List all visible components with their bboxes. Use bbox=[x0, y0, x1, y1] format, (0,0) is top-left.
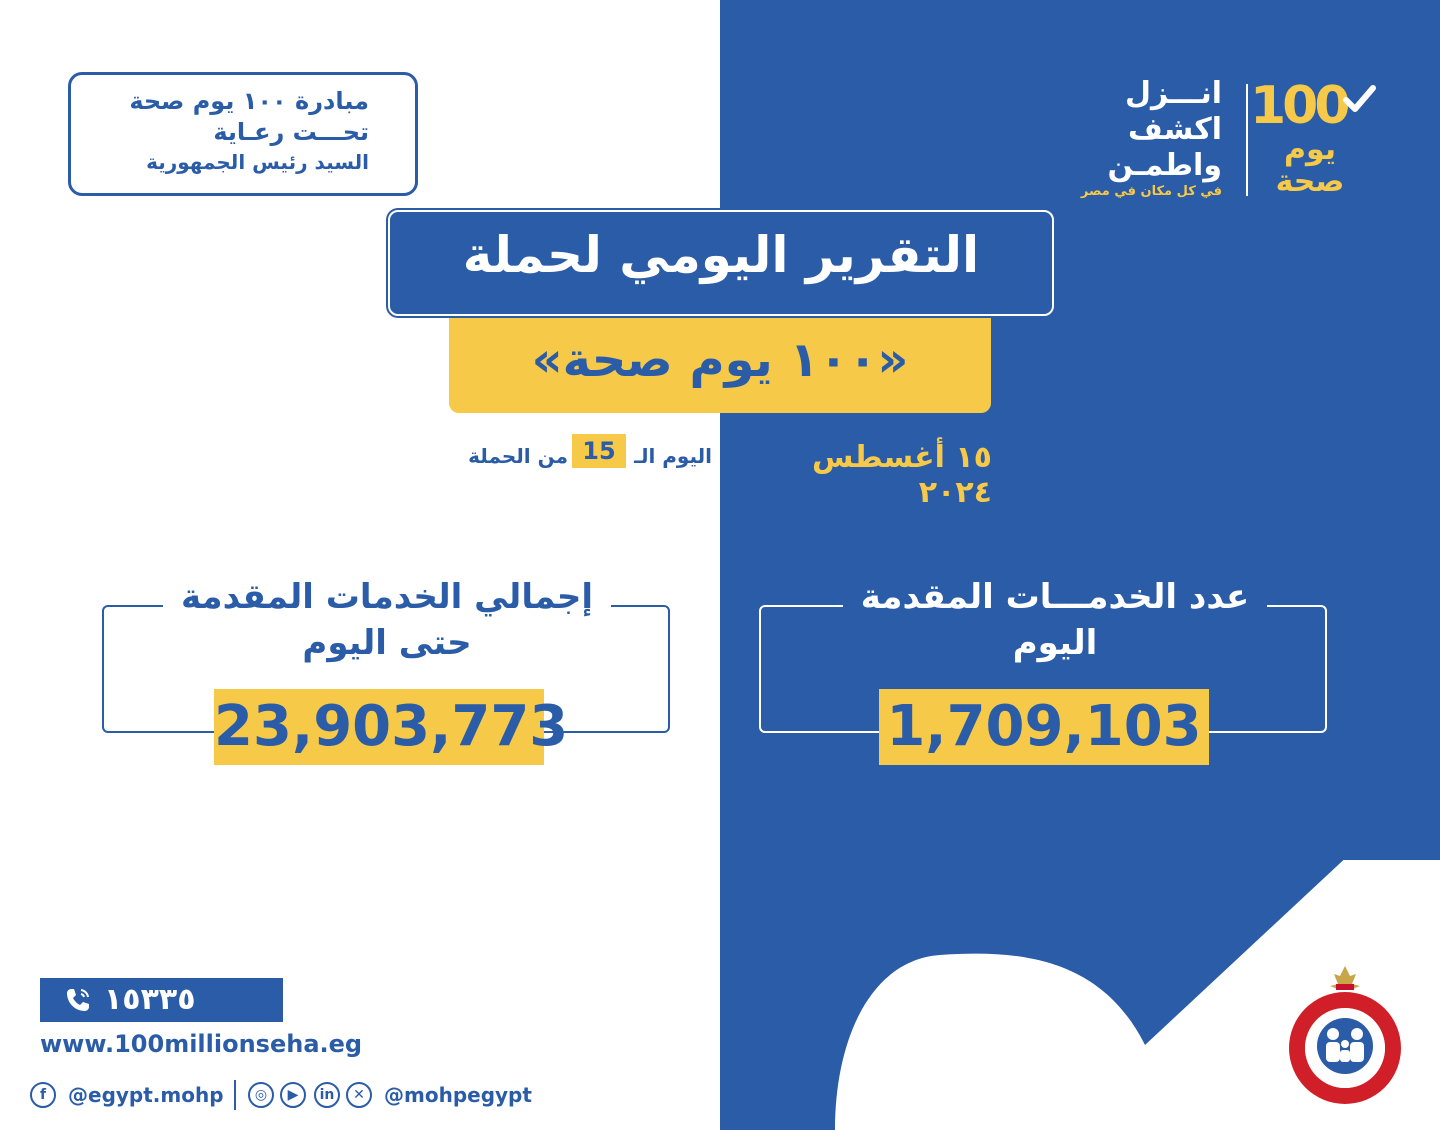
today-services-label bbox=[800, 574, 1310, 666]
linkedin-icon[interactable]: in bbox=[314, 1082, 340, 1108]
total-services-label bbox=[132, 574, 642, 666]
today-services-label-line-2: اليوم bbox=[1012, 623, 1098, 663]
report-date: ١٥ أغسطس ٢٠٢٤ bbox=[811, 440, 992, 510]
logo-number: 100 bbox=[1250, 76, 1347, 136]
logo-slogan bbox=[1076, 76, 1222, 184]
hotline-badge bbox=[40, 978, 283, 1022]
ministry-seal bbox=[1282, 962, 1408, 1108]
social-handle[interactable]: @mohpegypt bbox=[384, 1083, 532, 1107]
campaign-name-box bbox=[449, 318, 991, 413]
facebook-handle[interactable]: @egypt.mohp bbox=[68, 1083, 224, 1107]
patronage-line-1: مبادرة ١٠٠ يوم صحة bbox=[129, 87, 369, 115]
logo-word-2: صحة bbox=[1275, 164, 1345, 199]
facebook-icon[interactable]: f bbox=[30, 1082, 56, 1108]
youtube-icon[interactable]: ▶ bbox=[280, 1082, 306, 1108]
logo-slogan-line-1: انـــزل bbox=[1124, 76, 1222, 111]
campaign-name: «١٠٠ يوم صحة» bbox=[531, 332, 909, 388]
patronage-line-3: السيد رئيس الجمهورية bbox=[146, 150, 369, 174]
website-link[interactable]: www.100millionseha.eg bbox=[40, 1030, 363, 1058]
report-title: التقرير اليومي لحملة bbox=[462, 226, 980, 284]
hotline-number: ١٥٣٣٥ bbox=[104, 982, 196, 1017]
patronage-box bbox=[68, 72, 418, 196]
instagram-icon[interactable]: ◎ bbox=[248, 1082, 274, 1108]
today-services-label-line-1: عدد الخدمـــات المقدمة bbox=[843, 574, 1267, 620]
total-services-value: 23,903,773 bbox=[214, 689, 544, 765]
check-icon bbox=[1342, 82, 1376, 116]
total-services-label-line-2: حتى اليوم bbox=[302, 623, 472, 663]
campaign-logo bbox=[1076, 76, 1376, 206]
day-number: 15 bbox=[572, 434, 626, 468]
patronage-line-2: تحـــت رعـاية bbox=[213, 118, 369, 146]
total-services-label-line-1: إجمالي الخدمات المقدمة bbox=[163, 574, 611, 620]
logo-tagline: في كل مكان في مصر bbox=[1080, 184, 1222, 199]
today-services-value: 1,709,103 bbox=[879, 689, 1209, 765]
phone-icon bbox=[64, 986, 92, 1014]
social-divider bbox=[234, 1080, 236, 1110]
day-suffix: من الحملة bbox=[468, 444, 568, 468]
logo-divider bbox=[1246, 84, 1248, 196]
x-icon[interactable]: ✕ bbox=[346, 1082, 372, 1108]
day-prefix: اليوم الـ bbox=[634, 444, 712, 468]
logo-slogan-line-2: اكشف bbox=[1128, 112, 1222, 147]
logo-word-1: يوم bbox=[1283, 132, 1337, 167]
logo-slogan-line-3: واطمـن bbox=[1107, 148, 1222, 183]
report-title-box bbox=[388, 210, 1054, 316]
